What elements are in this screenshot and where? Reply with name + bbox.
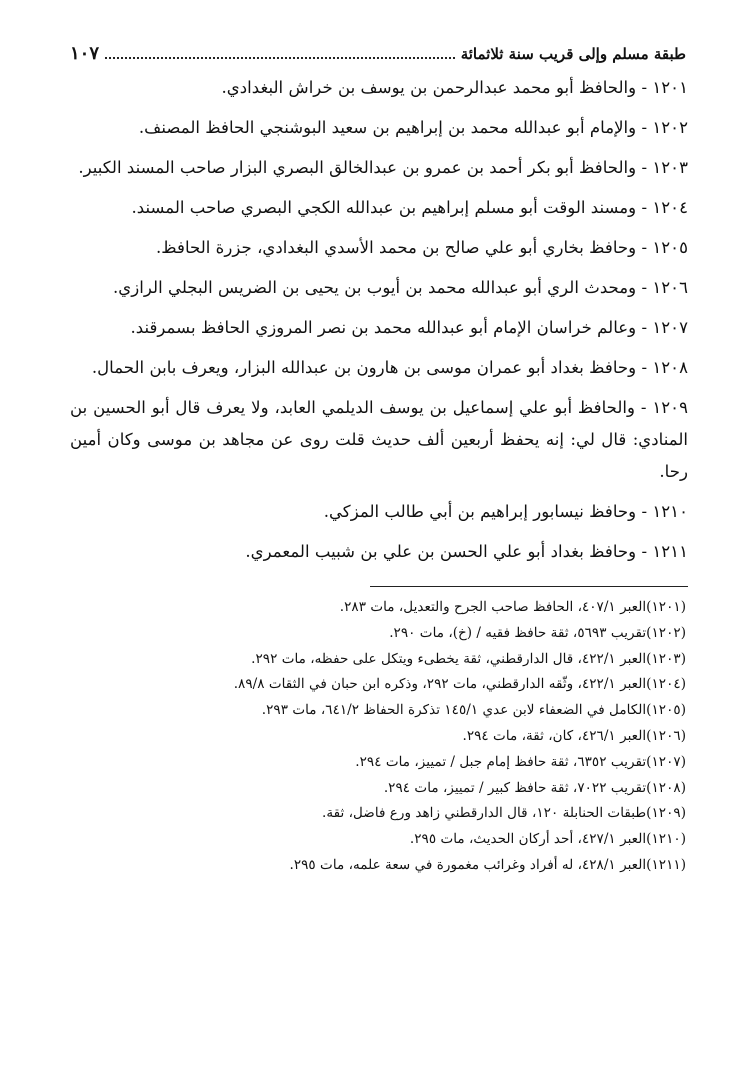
footnote: (١٢٠٨)تقريب ٧٠٢٢، ثقة حافظ كبير / تمييز، مات ٢٩٤. xyxy=(383,779,686,796)
footnote: (١٢٠٤)العبر ٤٢٢/١، وثّقه الدارقطني، مات ٢٩٢، وذكره ابن حبان في الثقات ٨٩/٨. xyxy=(233,676,686,693)
entry: ١٢٠١ - والحافظ أبو محمد عبدالرحمن بن يوسف بن خراش البغدادي. xyxy=(221,78,688,97)
footnote: (١٢١١)العبر ٤٢٨/١، له أفراد وغرائب مغمورة في سعة علمه، مات ٢٩٥. xyxy=(289,856,686,873)
footnote: (١٢١٠)العبر ٤٢٧/١، أحد أركان الحديث، مات ٢٩٥. xyxy=(409,831,686,848)
running-header xyxy=(70,44,688,70)
footnote: (١٢٠٢)تقريب ٥٦٩٣، ثقة حافظ فقيه / (خ)، مات ٢٩٠. xyxy=(389,624,686,641)
footnotes xyxy=(70,595,688,879)
book-page xyxy=(70,44,688,1069)
entry: ١٢٠٧ - وعالم خراسان الإمام أبو عبدالله محمد بن نصر المروزي الحافظ بسمرقند. xyxy=(130,318,688,337)
footnote: (١٢٠٦)العبر ٤٢٦/١، كان، ثقة، مات ٢٩٤. xyxy=(462,727,686,744)
footnote-separator xyxy=(370,586,688,587)
entry: ١٢١١ - وحافظ بغداد أبو علي الحسن بن علي بن شبيب المعمري. xyxy=(245,542,688,561)
page-number: ١٠٧ xyxy=(70,43,100,64)
footnote: (١٢٠٧)تقريب ٦٣٥٢، ثقة حافظ إمام جبل / تمييز، مات ٢٩٤. xyxy=(355,753,686,770)
entries-list xyxy=(70,72,688,568)
entry: ١٢٠٣ - والحافظ أبو بكر أحمد بن عمرو بن عبدالخالق البصري البزار صاحب المسند الكبير. xyxy=(78,158,688,177)
entry: ١٢٠٩ - والحافظ أبو علي إسماعيل بن يوسف الديلمي العابد، ولا يعرف قال أبو الحسين بن المنادي: قال لي: إنه يحفظ أربعين ألف حديث قلت روى عن مجاهد بن موسى وكان أمين رحا. xyxy=(70,398,688,481)
entry: ١٢٠٥ - وحافظ بخاري أبو علي صالح بن محمد الأسدي البغدادي، جزرة الحافظ. xyxy=(156,238,688,257)
footnote: (١٢٠١)العبر ٤٠٧/١، الحافظ صاحب الجرح والتعديل، مات ٢٨٣. xyxy=(339,599,686,615)
footnote: (١٢٠٥)الكامل في الضعفاء لابن عدي ١٤٥/١ تذكرة الحفاظ ٦٤١/٢، مات ٢٩٣. xyxy=(261,702,686,719)
leader-dots xyxy=(105,47,455,59)
entry: ١٢٠٦ - ومحدث الري أبو عبدالله محمد بن أيوب بن يحيى بن الضريس البجلي الرازي. xyxy=(113,278,688,297)
footnote: (١٢٠٣)العبر ٤٢٢/١، قال الدارقطني، ثقة يخطىء ويتكل على حفظه، مات ٢٩٢. xyxy=(251,650,686,667)
footnote: (١٢٠٩)طبقات الحنابلة ١٢٠، قال الدارقطني زاهد ورع فاضل، ثقة. xyxy=(322,805,686,822)
entry: ١٢١٠ - وحافظ نيسابور إبراهيم بن أبي طالب المزكي. xyxy=(323,502,688,521)
entry: ١٢٠٨ - وحافظ بغداد أبو عمران موسى بن هارون بن عبدالله البزار، ويعرف بابن الحمال. xyxy=(91,358,688,377)
entry: ١٢٠٢ - والإمام أبو عبدالله محمد بن إبراهيم بن سعيد البوشنجي الحافظ المصنف. xyxy=(138,118,688,137)
entry: ١٢٠٤ - ومسند الوقت أبو مسلم إبراهيم بن عبدالله الكجي البصري صاحب المسند. xyxy=(131,198,688,217)
running-title: طبقة مسلم وإلى قريب سنة ثلاثمائة xyxy=(460,45,686,63)
